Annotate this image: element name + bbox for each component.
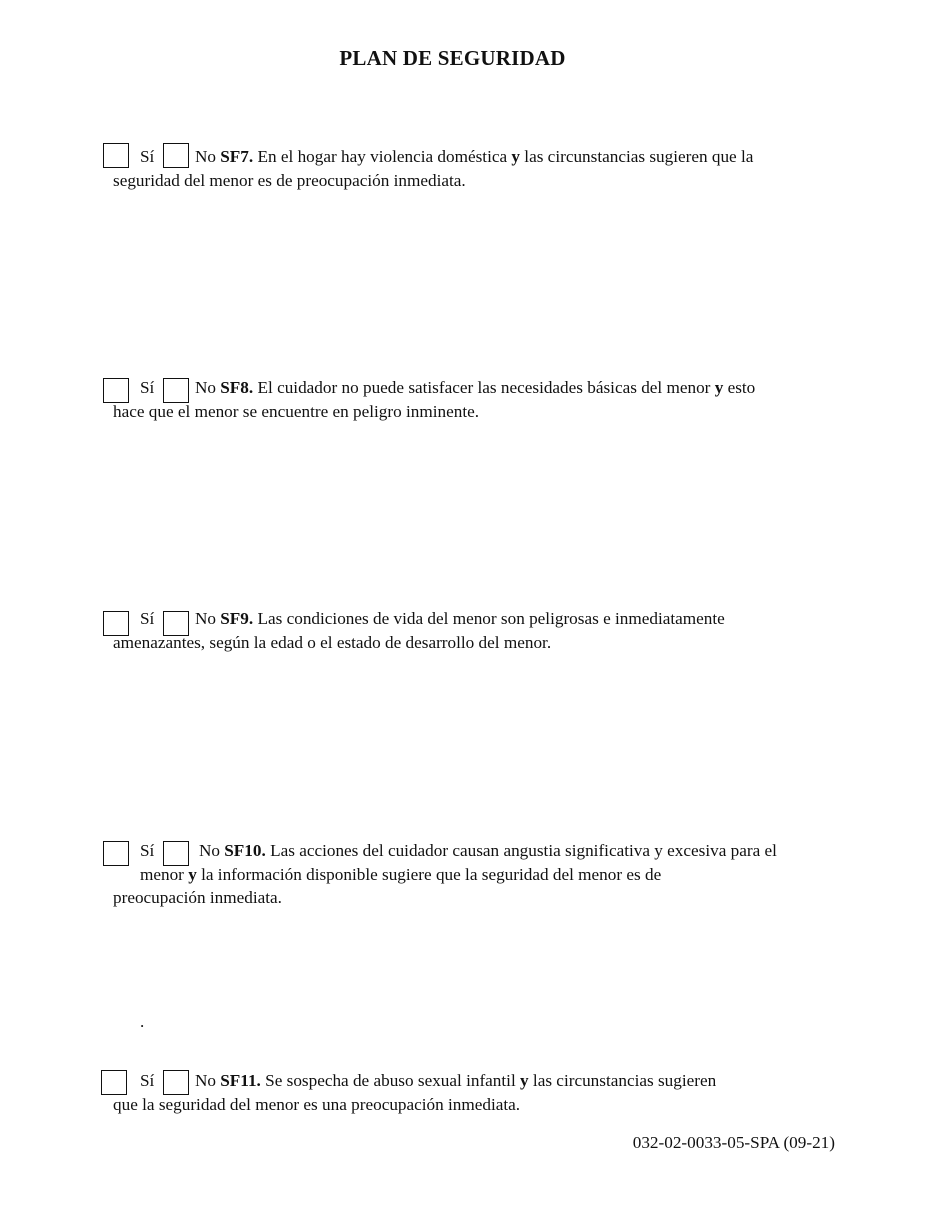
sf9-code: SF9.	[220, 609, 254, 628]
form-number: 032-02-0033-05-SPA (09-21)	[632, 1133, 835, 1152]
sf9-text-a: Las condiciones de vida del menor son peligrosas e inmediatamente	[257, 609, 725, 628]
sf9-text-line2: amenazantes, según la edad o el estado de desarrollo del menor.	[113, 632, 552, 652]
sf10-code: SF10.	[224, 841, 266, 860]
sf8-question	[113, 376, 843, 423]
sf9-no-label: No	[194, 609, 216, 628]
sf8-text-a: El cuidador no puede satisfacer las necesidades básicas del menor	[257, 378, 711, 397]
sf8-code: SF8.	[220, 378, 254, 397]
sf11-text-line2: que la seguridad del menor es una preocupación inmediata.	[113, 1094, 521, 1114]
sf8-text-b: esto	[727, 378, 756, 397]
sf10-text-line2-b: la información disponible sugiere que la seguridad del menor es de	[201, 864, 662, 884]
sf11-text-bold: y	[520, 1071, 529, 1090]
sf7-yes-label: Sí	[140, 147, 155, 166]
sf10-text-a: Las acciones del cuidador causan angustia significativa y excesiva para el	[270, 841, 777, 860]
sf7-text-line2: seguridad del menor es de preocupación inmediata.	[113, 170, 466, 190]
page-title: PLAN DE SEGURIDAD	[339, 46, 566, 70]
sf10-yes-label: Sí	[140, 841, 155, 860]
sf11-yes-label: Sí	[140, 1071, 155, 1090]
sf7-code: SF7.	[220, 147, 254, 166]
sf8-text-line2: hace que el menor se encuentre en peligro inminente.	[113, 401, 480, 421]
sf8-no-label: No	[194, 378, 216, 397]
sf11-text-b: las circunstancias sugieren	[532, 1071, 717, 1090]
sf11-no-label: No	[194, 1071, 216, 1090]
sf7-no-label: No	[194, 147, 216, 166]
sf9-question	[113, 607, 843, 654]
sf7-text-b: las circunstancias sugieren que la	[524, 147, 754, 166]
sf7-text-bold: y	[511, 147, 520, 166]
sf8-yes-label: Sí	[140, 378, 155, 397]
sf10-text-line2-bold: y	[188, 864, 197, 884]
sf11-code: SF11.	[220, 1071, 261, 1090]
sf8-text-bold: y	[714, 378, 724, 397]
sf10-text-line2-a: menor	[140, 864, 184, 884]
sf10-text-line3: preocupación inmediata.	[113, 888, 282, 907]
sf7-question	[113, 145, 843, 192]
sf9-yes-label: Sí	[140, 609, 155, 628]
sf10-no-label: No	[198, 841, 220, 860]
stray-mark: .	[140, 1012, 145, 1031]
sf11-question	[113, 1069, 843, 1116]
sf7-text-a: En el hogar hay violencia doméstica	[257, 147, 508, 166]
sf10-question	[113, 839, 843, 910]
sf11-text-a: Se sospecha de abuso sexual infantil	[265, 1071, 516, 1090]
